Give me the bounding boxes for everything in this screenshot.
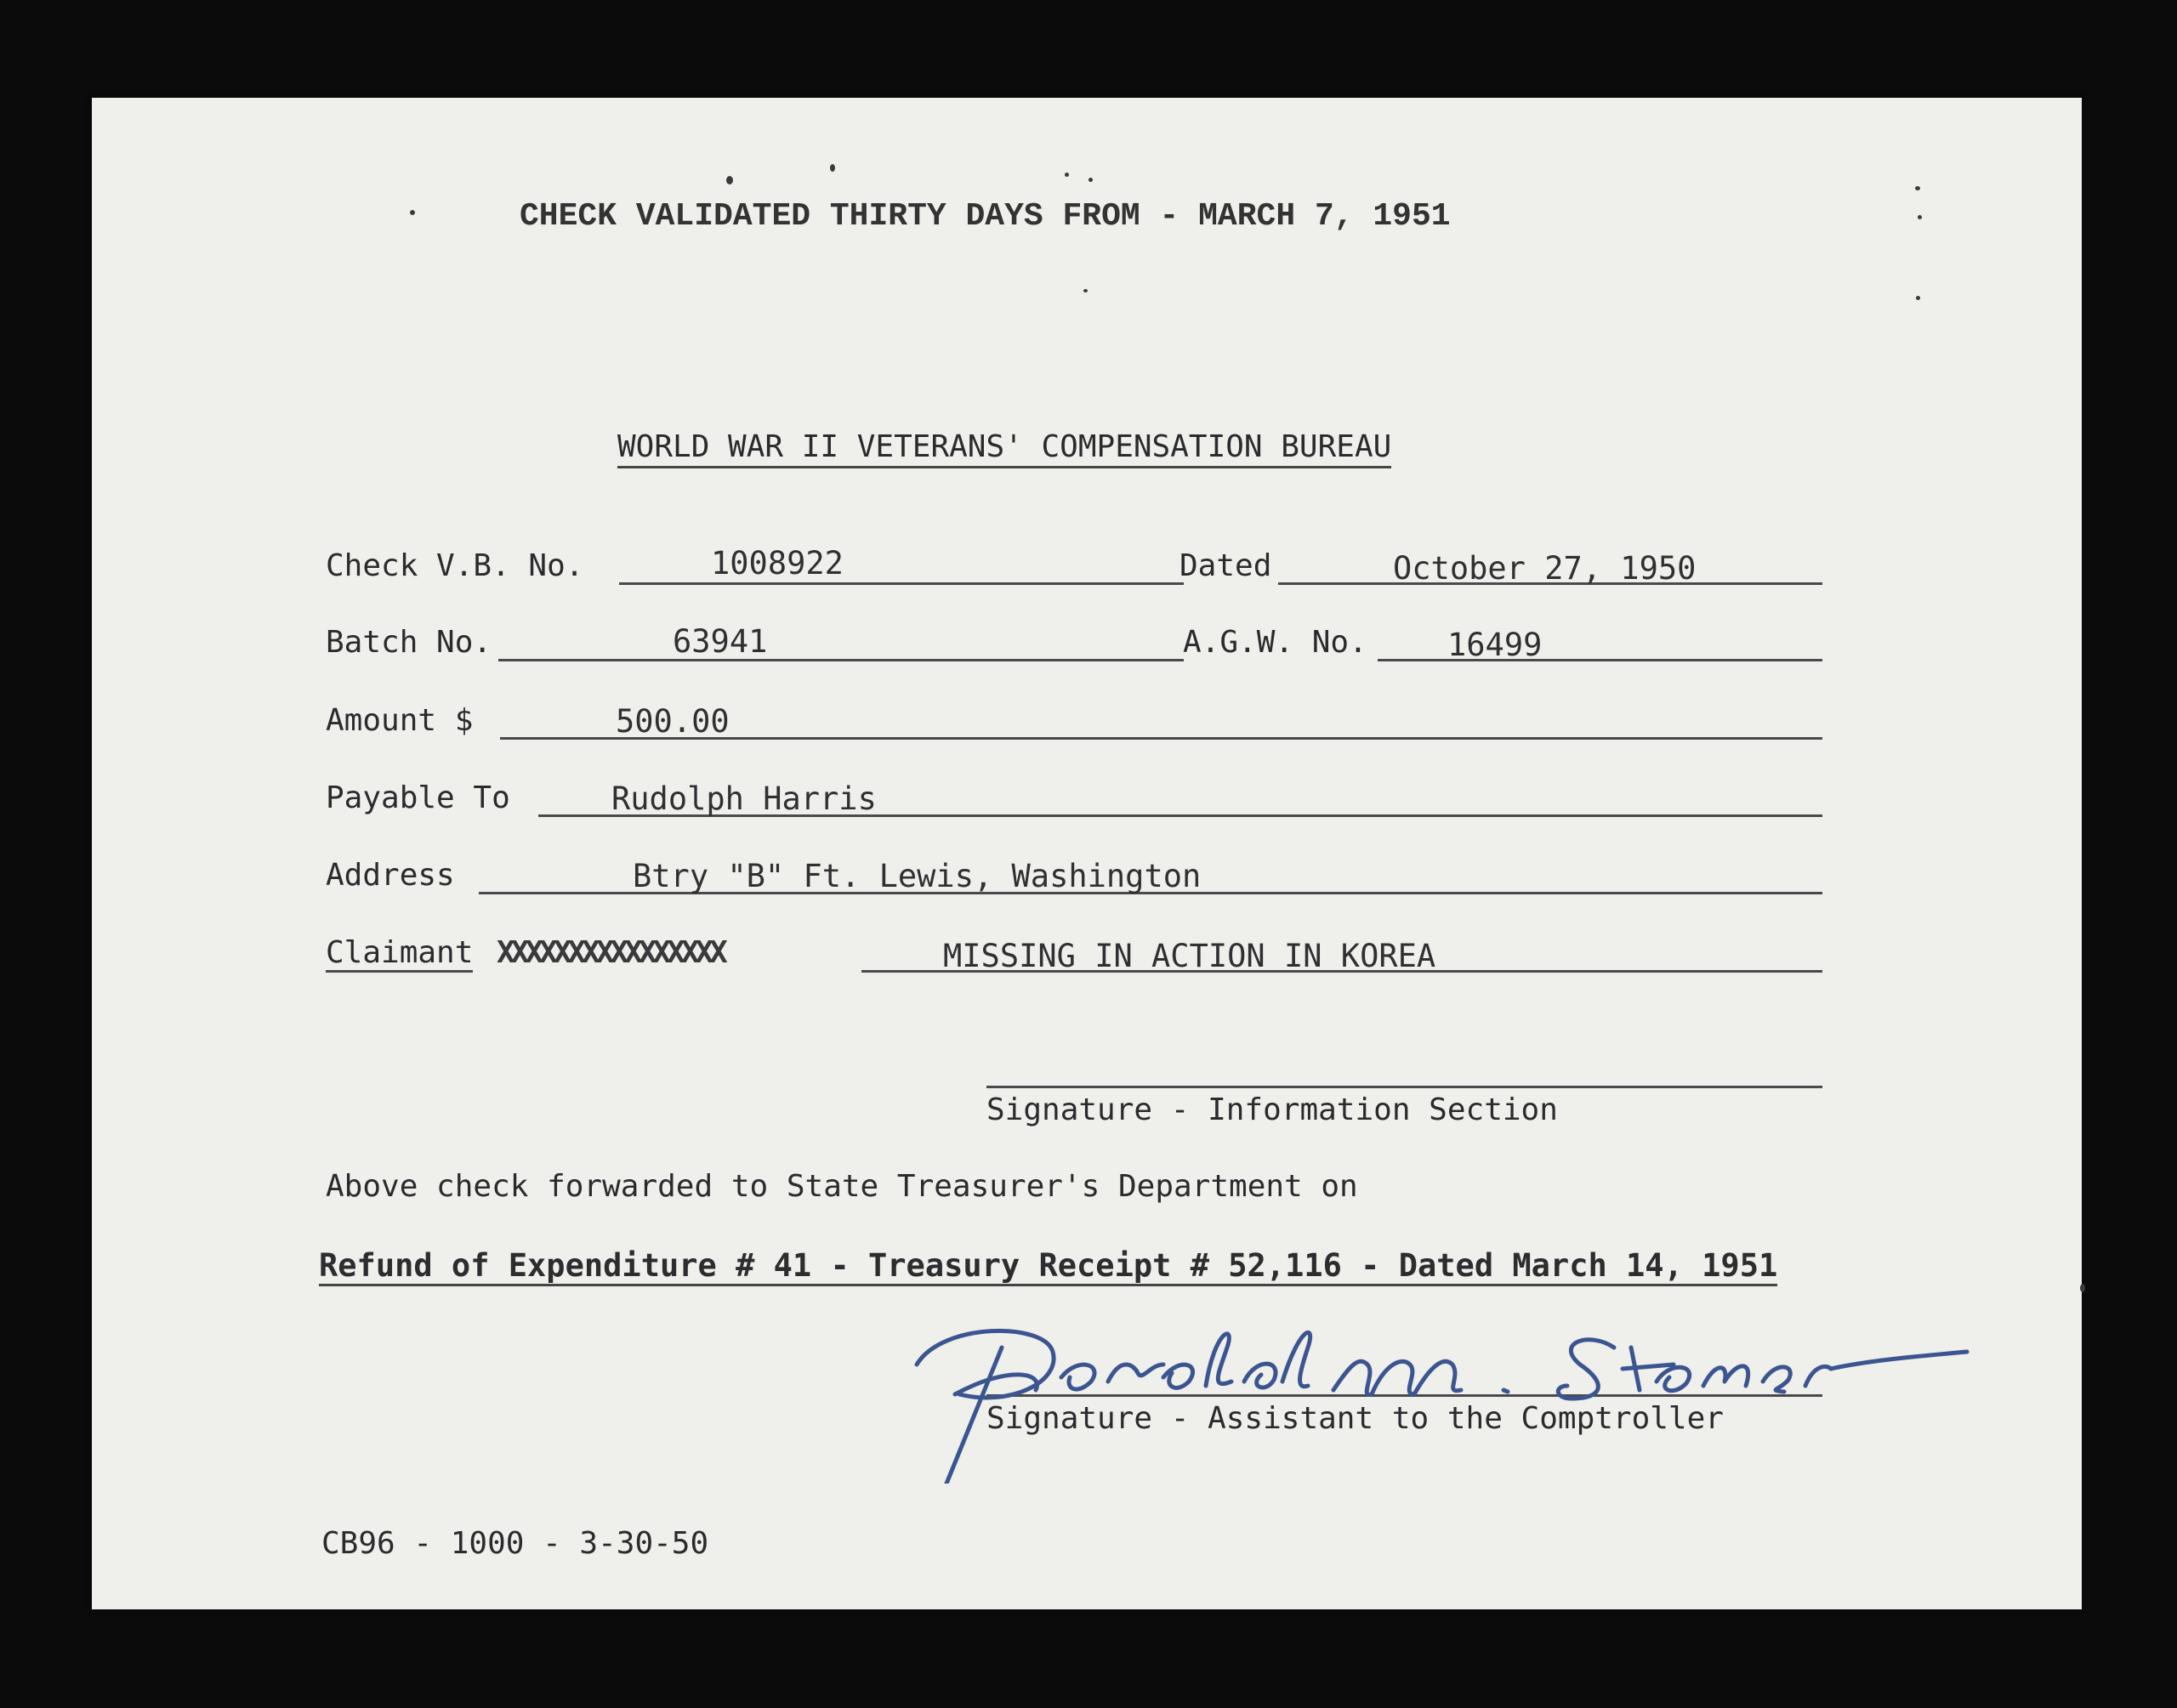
bureau-title-text: WORLD WAR II VETERANS' COMPENSATION BUREAU bbox=[617, 429, 1391, 468]
speck bbox=[1915, 186, 1920, 190]
speck bbox=[2080, 1284, 2085, 1292]
info-signature-line bbox=[986, 1086, 1822, 1088]
check-number-value: 1008922 bbox=[711, 545, 844, 582]
speck bbox=[1088, 178, 1093, 182]
assistant-signature-label: Signature - Assistant to the Comptroller bbox=[986, 1401, 1724, 1436]
speck bbox=[1083, 289, 1088, 292]
payable-to-value: Rudolph Harris bbox=[611, 780, 877, 817]
agw-number-line bbox=[1378, 659, 1822, 661]
amount-label: Amount $ bbox=[326, 703, 474, 738]
dated-value: October 27, 1950 bbox=[1393, 550, 1697, 587]
payable-to-label: Payable To bbox=[326, 780, 510, 815]
batch-number-label: Batch No. bbox=[326, 625, 492, 660]
check-number-line bbox=[619, 582, 1184, 585]
validation-header: CHECK VALIDATED THIRTY DAYS FROM - MARCH 7, 1951 bbox=[520, 198, 1451, 235]
batch-number-line bbox=[498, 659, 1184, 661]
speck bbox=[1918, 215, 1922, 219]
address-label: Address bbox=[326, 858, 455, 893]
speck bbox=[830, 164, 835, 172]
address-value: Btry "B" Ft. Lewis, Washington bbox=[633, 858, 1202, 894]
speck bbox=[726, 176, 733, 184]
bureau-title bbox=[617, 429, 1391, 464]
forwarded-text: Above check forwarded to State Treasurer's Department on bbox=[326, 1169, 1358, 1204]
speck bbox=[410, 210, 415, 215]
claimant-label: Claimant bbox=[326, 935, 473, 973]
claimant-value: MISSING IN ACTION IN KOREA bbox=[943, 938, 1436, 974]
handwritten-signature bbox=[908, 1314, 1971, 1484]
check-number-label: Check V.B. No. bbox=[326, 548, 584, 583]
agw-number-value: 16499 bbox=[1447, 627, 1543, 663]
batch-number-value: 63941 bbox=[673, 623, 768, 660]
amount-value: 500.00 bbox=[616, 703, 730, 740]
speck bbox=[1065, 173, 1069, 177]
document-paper bbox=[92, 98, 2082, 1609]
dated-label: Dated bbox=[1179, 548, 1272, 583]
speck bbox=[1916, 296, 1920, 300]
form-code: CB96 - 1000 - 3-30-50 bbox=[321, 1526, 709, 1561]
refund-line: Refund of Expenditure # 41 - Treasury Receipt # 52,116 - Dated March 14, 1951 bbox=[319, 1247, 1777, 1286]
agw-number-label: A.G.W. No. bbox=[1183, 625, 1367, 660]
info-signature-label: Signature - Information Section bbox=[986, 1092, 1558, 1127]
claimant-struck-text: XXXXXXXXXXXXXXXX bbox=[497, 935, 724, 970]
